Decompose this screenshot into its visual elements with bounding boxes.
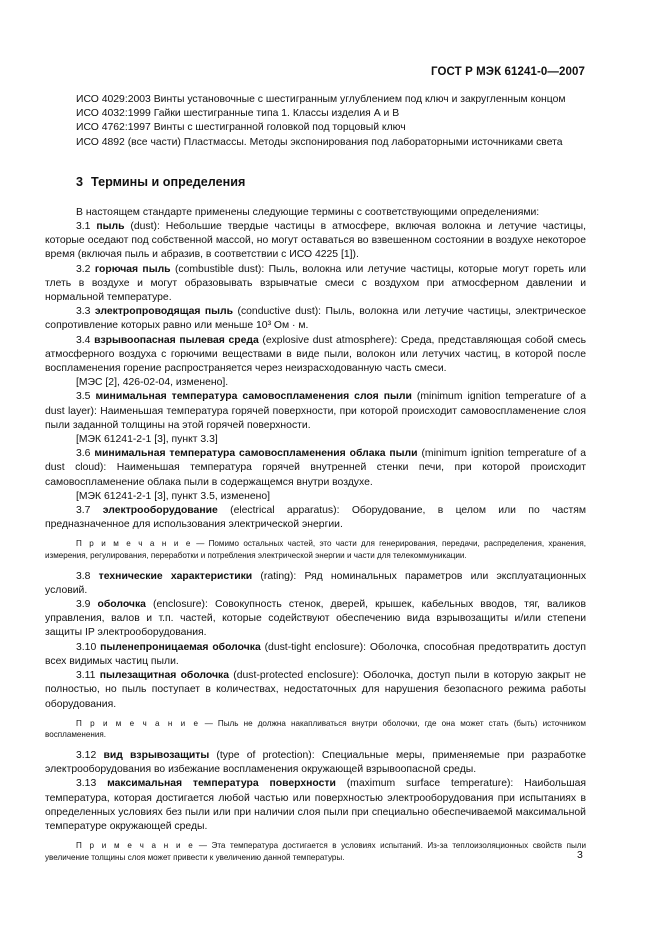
term-text: Среда, представляющая собой смесь атмосферного воздуха с горючими веществами в виде пыли, волокон или летучих частиц, в которой после воспламенения горение распространяется через неизрасходованную часть смеси. <box>45 334 586 375</box>
reference-title: Гайки шестигранные типа 1. Классы изделия А и В <box>153 108 400 120</box>
term-name: пылезащитная оболочка <box>99 670 229 682</box>
term-english: (rating): <box>260 570 297 582</box>
reference-code: ИСО 4762:1997 <box>76 122 151 134</box>
term-text: Наименьшая температура горячей поверхности, при которой происходит самовоспламенение слоя пыли заданной толщины на этой горячей поверхности. <box>45 405 587 431</box>
term-source: [МЭК 61241-2-1 [3], пункт 3.3] <box>76 434 218 446</box>
term-number: 3.3 <box>76 306 91 318</box>
term-number: 3.7 <box>76 505 91 517</box>
term-name: минимальная температура самовоспламенения слоя пыли <box>95 391 412 403</box>
term-number: 3.10 <box>76 641 97 653</box>
term-number: 3.11 <box>76 670 96 682</box>
terms-list <box>45 220 586 863</box>
term-text: Ряд номинальных параметров или эксплуатационных условий. <box>45 570 587 596</box>
note-label: П р и м е ч а н и е <box>76 841 195 851</box>
section-intro: В настоящем стандарте применены следующие термины с соответствующими определениями: <box>76 206 540 218</box>
term-number: 3.5 <box>76 391 91 403</box>
term-text: Оболочка, доступ пыли в которую закрыт не полностью, но пыль поступает в количествах, недостаточных для нарушения безопасного режима работы оборудования. <box>45 670 587 710</box>
term-text: Специальные меры, применяемые при разработке электрооборудования во избежание воспламенения окружающей взрывоопасной среды. <box>45 749 586 776</box>
term-english: (combustible dust): <box>174 263 265 275</box>
term-text: Наименьшая температура горячей внутренней стенки печи, при которой происходит самовоспламенение облака пыли в содержащемся внутри воздухе. <box>45 462 586 488</box>
reference-item <box>45 107 586 121</box>
note-text: — Эта температура достигается в условиях испытаний. Из-за теплоизоляционных свойств пыли увеличение толщины слоя может привести к увеличению данной температуры. <box>45 841 587 862</box>
term-text: Небольшие твердые частицы в атмосфере, включая волокна и летучие частицы, которые оседают под собственной массой, но могут оставаться во взвешенном состоянии в воздухе некоторое время (включая пыль и абразив, в соответствии с ИСО 4225 [1]). <box>45 221 587 261</box>
term-name: вид взрывозащиты <box>103 749 210 761</box>
term-english: (electrical apparatus): <box>230 505 340 517</box>
term-english: (dust-protected enclosure): <box>233 670 359 682</box>
reference-code: ИСО 4029:2003 <box>76 94 151 105</box>
note-label: П р и м е ч а н и е <box>76 718 200 728</box>
term-name: оболочка <box>97 599 146 611</box>
term-english: (conductive dust): <box>237 306 322 318</box>
note-label: П р и м е ч а н и е <box>76 539 192 549</box>
reference-list <box>45 93 586 150</box>
reference-code: ИСО 4032:1999 <box>76 108 151 120</box>
term-english: (enclosure): <box>153 599 208 611</box>
term-definition <box>45 334 586 377</box>
term-source: [МЭС [2], 426-02-04, изменено]. <box>76 377 229 389</box>
term-definition <box>45 447 586 490</box>
term-definition <box>45 749 586 777</box>
term-definition <box>45 220 586 263</box>
term-english: (minimum ignition temperature of a dust cloud): <box>45 448 587 474</box>
term-text: Оборудование, в целом или по частям предназначенное для использования электрической энергии. <box>45 505 586 531</box>
section-number: 3 <box>76 174 84 189</box>
term-number: 3.6 <box>76 448 91 460</box>
term-definition <box>45 598 586 641</box>
term-name: электропроводящая пыль <box>94 306 234 318</box>
reference-code: ИСО 4892 (все части) <box>76 136 181 148</box>
term-definition <box>45 504 586 532</box>
note-text: — Помимо остальных частей, это части для генерирования, передачи, распределения, хранения, измерения, регулирования, переработки и потребления электрической энергии и части для телекоммуникации. <box>45 539 586 561</box>
reference-item <box>45 93 586 107</box>
term-number: 3.2 <box>76 263 91 275</box>
term-definition <box>45 570 586 598</box>
term-text: Наибольшая температура, которая достигается любой частью или поверхностью электрооборудования при испытаниях в определенных условиях без пыли или при наличии слоя пыли при специально обеспечиваемой максимальной температуре окружающей среды. <box>45 778 586 832</box>
term-number: 3.1 <box>76 221 91 233</box>
reference-item <box>45 121 586 135</box>
term-text: Пыль, волокна или летучие частицы, электрическое сопротивление которых равно или меньше 10³ Ом · м. <box>45 306 587 332</box>
term-definition <box>45 390 586 433</box>
term-note <box>45 538 586 561</box>
term-definition <box>45 641 586 669</box>
term-name: электрооборудование <box>102 505 218 517</box>
term-name: максимальная температура поверхности <box>107 778 336 790</box>
document-header: ГОСТ Р МЭК 61241-0—2007 <box>431 66 585 78</box>
reference-title: Винты установочные с шестигранным углублением под ключ и закругленным концом <box>153 94 566 105</box>
term-name: пыль <box>96 221 125 233</box>
term-text: Пыль, волокна или летучие частицы, которые могут гореть или тлеть в воздухе и могут образовывать взрывчатые смеси с воздухом при атмосферном давлении и нормальной температуре. <box>45 263 587 304</box>
term-text: Оболочка, способная предотвратить доступ всех видимых частиц пыли. <box>45 641 587 667</box>
term-definition <box>45 777 586 834</box>
section-title: Термины и определения <box>91 174 246 189</box>
term-number: 3.4 <box>76 334 91 346</box>
reference-title: Пластмассы. Методы экспонирования под лабораторными источниками света <box>183 136 563 148</box>
section-heading <box>45 175 586 190</box>
term-english: (type of protection): <box>216 749 315 761</box>
term-name: минимальная температура самовоспламенения облака пыли <box>94 448 418 460</box>
note-text: — Пыль не должна накапливаться внутри оболочки, где она может стать (быть) источником воспламенения. <box>45 718 586 740</box>
term-english: (dust-tight enclosure): <box>264 641 367 653</box>
term-name: технические характеристики <box>98 570 253 582</box>
term-note <box>45 718 586 741</box>
document-body <box>45 93 586 871</box>
term-definition <box>45 669 586 712</box>
term-definition <box>45 305 586 333</box>
term-name: взрывоопасная пылевая среда <box>94 334 259 346</box>
term-definition <box>45 263 586 306</box>
term-note <box>45 840 586 863</box>
reference-item <box>45 136 586 150</box>
reference-title: Винты с шестигранной головкой под торцовый ключ <box>153 122 406 134</box>
term-number: 3.8 <box>76 570 91 582</box>
term-name: горючая пыль <box>94 263 171 275</box>
term-text: Совокупность стенок, дверей, крышек, кабельных вводов, тяг, валиков управления, валов и т.п. частей, которые содействуют обеспечению вида взрывозащиты и/или степени защиты IP электрооборудования. <box>45 599 586 639</box>
term-name: пыленепроницаемая оболочка <box>100 641 261 653</box>
term-number: 3.12 <box>76 749 97 761</box>
term-english: (maximum surface temperature): <box>346 778 514 790</box>
term-number: 3.13 <box>76 778 97 790</box>
term-number: 3.9 <box>76 599 91 611</box>
term-source: [МЭК 61241-2-1 [3], пункт 3.5, изменено] <box>76 490 271 502</box>
term-english: (minimum ignition temperature of a dust layer): <box>45 391 586 417</box>
term-english: (dust): <box>130 221 160 233</box>
page-number: 3 <box>577 849 583 861</box>
term-english: (explosive dust atmosphere): <box>262 334 398 346</box>
